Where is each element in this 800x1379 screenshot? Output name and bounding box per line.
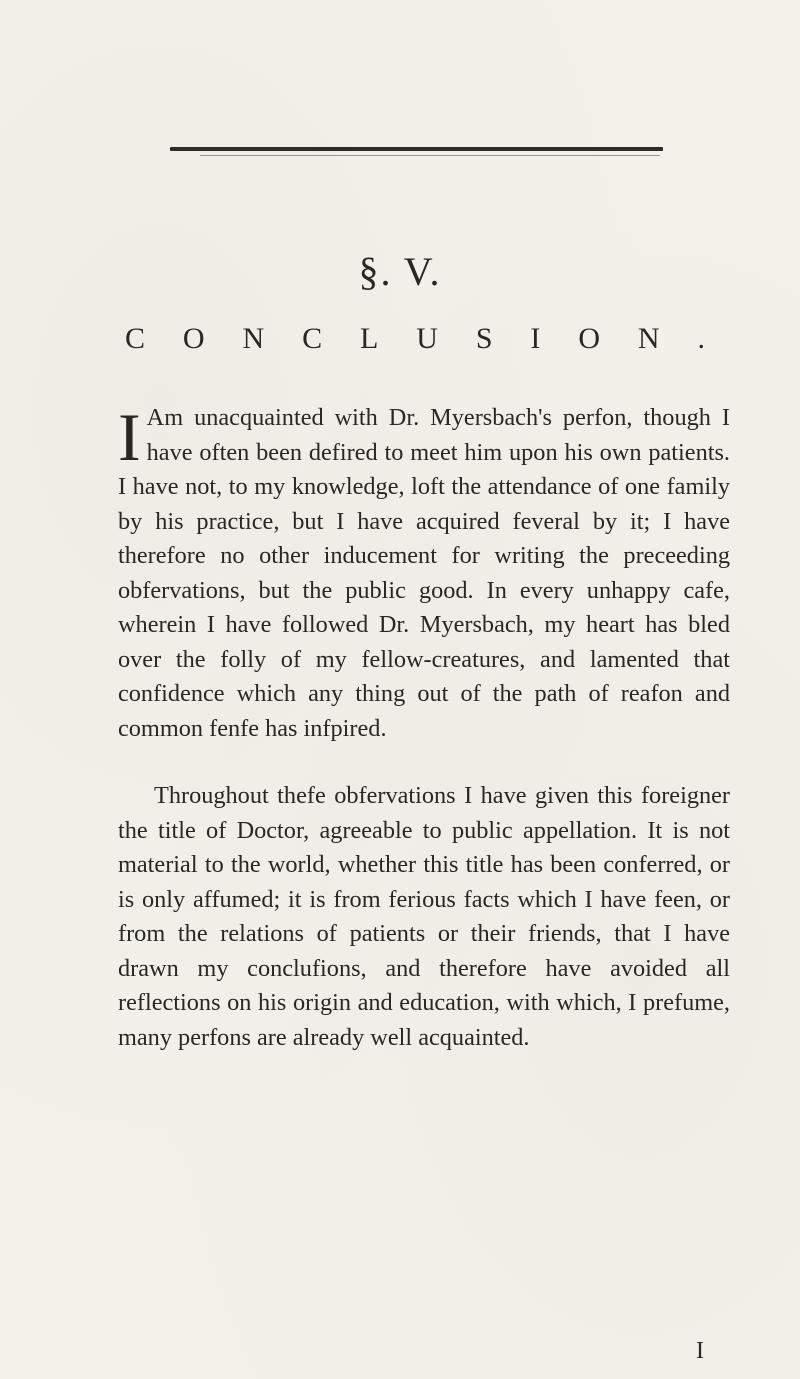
top-rule-thin	[200, 155, 660, 156]
section-title-letter: U	[416, 322, 438, 355]
section-title-letter: L	[360, 322, 379, 355]
catchword: I	[696, 1338, 704, 1364]
section-title-letter: N	[242, 322, 265, 355]
section-title-letter: .	[697, 322, 705, 355]
body-text	[118, 401, 730, 1055]
section-title-letter: O	[578, 322, 600, 355]
section-title	[125, 322, 705, 356]
section-title-letter: S	[475, 322, 493, 355]
paragraph-1: IAm unacquainted with Dr. Myersbach's perfon, though I have often been defired to meet him upon his own patients. I have not, to my knowledge, loft the attendance of one family by his practice, but I have acquired feveral by it; I have therefore no other inducement for writing the preceeding obfervations, but the public good. In every unhappy cafe, wherein I have followed Dr. Myersbach, my heart has bled over the folly of my fellow-creatures, and lamented that confidence which any thing out of the path of reafon and common fenfe has infpired.	[118, 399, 730, 742]
paragraph-2: Throughout thefe obfervations I have given this foreigner the title of Doctor, agreeable to public appellation. It is not material to the world, whether this title has been conferred, or is only affumed; it is from ferious facts which I have feen, or from the relations of patients or their friends, that I have drawn my conclufions, and therefore have avoided all reflections on his origin and education, with which, I prefume, many perfons are already well acquainted.	[118, 782, 730, 1051]
section-title-letter: C	[125, 322, 146, 355]
top-rule	[170, 147, 663, 151]
section-title-letter: C	[302, 322, 323, 355]
section-number: §. V.	[358, 249, 442, 294]
section-title-letter: O	[182, 322, 205, 355]
section-title-letter: N	[637, 322, 660, 355]
section-title-letter: I	[530, 322, 541, 355]
